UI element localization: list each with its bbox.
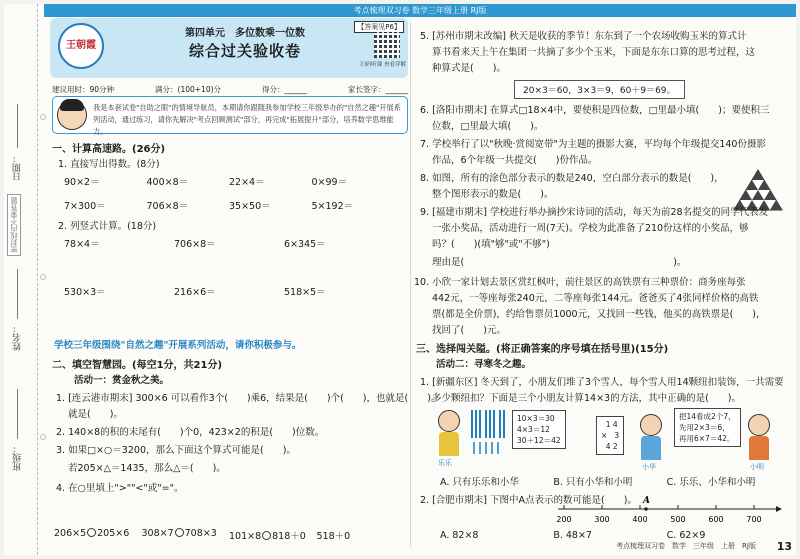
option-c[interactable]: C. 62×9 xyxy=(666,530,706,541)
kid-name-xiaohua: 小华 xyxy=(642,463,656,471)
mental-item[interactable]: 90×2＝ xyxy=(64,177,100,188)
compare-left: 308×7 xyxy=(141,528,174,539)
brand-logo: 王朝霞 xyxy=(58,23,104,69)
compare-circle[interactable] xyxy=(87,528,96,537)
compare-right: 818＋0 xyxy=(272,531,306,542)
compare-left: 518＋0 xyxy=(316,531,351,542)
compare-left: 206×5 xyxy=(54,528,87,539)
kid-xiaohua-head-icon xyxy=(640,414,662,436)
name-line xyxy=(17,269,18,319)
right-column xyxy=(414,18,792,548)
number-line-tick-label: 600 xyxy=(708,515,724,524)
kid-xiaoming-head-icon xyxy=(748,414,770,436)
class-line xyxy=(17,389,18,439)
fill-q8[interactable]: 8. 如图，所有的涂色部分表示的数是240，空白部分表示的数是( )， xyxy=(420,173,724,184)
fill-q10-cont: 442元，一等座每张240元，二等座每张144元。爸爸买了4张同样价格的高铁 xyxy=(432,293,759,304)
fill-q8-cont[interactable]: 整个图形表示的数是( )。 xyxy=(432,189,554,200)
fill-q5-cont: 算书看来天上午在集团一共摘了多少个玉米，下面是东东口算的思考过程，这 xyxy=(432,47,756,58)
section-1-title: 一、计算高速路。(26分) xyxy=(52,144,166,155)
number-line xyxy=(554,495,784,529)
vertical-calc-item[interactable]: 530×3＝ xyxy=(64,287,106,298)
compare-left: 101×8 xyxy=(229,531,262,542)
activity-2-title: 活动二：寻寒冬之趣。 xyxy=(436,359,532,370)
compare-right: 708×3 xyxy=(184,528,217,539)
activity-1-title: 活动一：赏金秋之美。 xyxy=(74,375,170,386)
binding-margin xyxy=(4,4,38,555)
option-c[interactable]: C. 乐乐、小华和小明 xyxy=(666,477,756,488)
fill-q6[interactable]: 6. [洛阳市期末] 在算式□18×4中，要使积是四位数，□里最小填( )；要使积三 xyxy=(420,105,770,116)
number-line-tick-label: 500 xyxy=(670,515,686,524)
number-line-arrow xyxy=(776,506,782,512)
fill-q10-cont[interactable]: 票(都是全价票)，约给售票员1000元，又找回一些钱，他买的高铁票是( )， xyxy=(432,309,766,320)
kid-name-xiaoming: 小明 xyxy=(750,463,764,471)
fill-q4: 4. 在○里填上">""<"或"="。 xyxy=(56,483,184,494)
fill-q10-cont[interactable]: 找回了( )元。 xyxy=(432,325,506,336)
parent-signature-field[interactable]: 家长签字：______ xyxy=(348,85,408,94)
qr-code-icon[interactable] xyxy=(374,32,400,58)
compare-item[interactable] xyxy=(142,528,230,542)
exam-info xyxy=(52,84,408,95)
mental-item[interactable]: 35×50＝ xyxy=(229,201,271,212)
series-banner: 考点梳理双习卷 数学三年级上册 RJ版 xyxy=(44,4,796,17)
compare-row xyxy=(54,528,404,542)
fill-q10: 10. 小欣一家计划去景区赏红枫叶，前往景区的高铁票有三种票价：商务座每张 xyxy=(414,277,746,288)
choice-q1-options xyxy=(440,474,780,488)
compare-circle[interactable] xyxy=(262,531,271,540)
number-line-tick-label: 700 xyxy=(746,515,762,524)
mental-math-grid xyxy=(64,174,394,212)
fill-q9-cont[interactable]: 吗？( )(填"够"或"不够") xyxy=(432,239,550,250)
answer-tag: 【答案见P6】 xyxy=(354,21,404,33)
counting-sticks-icon xyxy=(468,408,508,456)
kid-lele-body xyxy=(439,432,459,456)
vertical-calc-item[interactable]: 518×5＝ xyxy=(284,287,326,298)
mental-item[interactable]: 7×300＝ xyxy=(64,201,106,212)
vertical-calc-item[interactable]: 6×345＝ xyxy=(284,239,326,250)
tip-text: 我是本套试卷"自助之眼"的情境导航员，本期请你跟随我参加学校三年级举办的"自然之趣"开展系列活动，通过练习，请你先解决"考点回顾测试"部分，再完成"拓展提升"部分，培养数学思维能力。 xyxy=(93,103,401,136)
method-xiaohua-box: 1 4 × 3 4 2 xyxy=(596,416,624,455)
number-line-tick-label: 400 xyxy=(632,515,648,524)
name-label: 姓名： xyxy=(13,324,23,351)
fill-q7: 7. 学校举行了以"秋晚·赏阅宽带"为主题的摄影大赛，平均每个年级提交140份摄影 xyxy=(420,139,766,150)
exam-title: 综合过关验收卷 xyxy=(188,42,301,60)
full-score: 满分：(100+10)分 xyxy=(155,85,222,94)
fill-q9-cont: 一张小奖品，活动进行一周(7天)。学校为此准备了210份这样的小奖品，够 xyxy=(432,223,749,234)
fill-q5: 5. [苏州市期末改编] 秋天是收获的季节！东东到了一个农场收购玉米的算式计 xyxy=(420,31,747,42)
column-divider xyxy=(410,22,411,547)
compare-item[interactable] xyxy=(229,528,317,542)
compare-item[interactable] xyxy=(54,528,142,542)
fill-q5-cont[interactable]: 种算式是( )。 xyxy=(432,63,506,74)
fill-q9-reason[interactable]: 理由是( )。 xyxy=(432,257,687,268)
option-b[interactable]: B. 48×7 xyxy=(553,530,592,541)
compare-item[interactable] xyxy=(317,528,405,542)
unit-title: 第四单元 多位数乘一位数 xyxy=(185,28,305,39)
class-label: 班级： xyxy=(13,444,23,471)
seal-note: 密封线内不要答题 xyxy=(7,194,21,256)
number-line-ticks xyxy=(556,505,761,524)
point-a-label: A xyxy=(643,496,650,506)
guide-tip xyxy=(52,96,408,134)
worksheet-page xyxy=(4,4,796,555)
guide-avatar-icon xyxy=(57,100,87,130)
section-3-title: 三、选择闯关隘。(将正确答案的序号填在括号里)(15分) xyxy=(416,344,669,355)
mental-item[interactable]: 400×8＝ xyxy=(146,177,189,188)
activity-banner: 学校三年级围绕"自然之趣"开展系列活动，请你积极参与。 xyxy=(54,340,302,351)
kid-xiaoming-body xyxy=(749,436,769,460)
kid-lele-head-icon xyxy=(438,410,460,432)
mental-item[interactable]: 5×192＝ xyxy=(311,201,354,212)
option-a[interactable]: A. 只有乐乐和小华 xyxy=(440,477,519,488)
fill-q3-cont[interactable]: 若205×△＝1435，那么△＝( )。 xyxy=(68,463,226,474)
option-a[interactable]: A. 82×8 xyxy=(440,530,479,541)
formula-box: 20×3＝60，3×3＝9，60＋9＝69。 xyxy=(514,80,685,99)
q2-title: 2. 列竖式计算。(18分) xyxy=(58,221,157,232)
mental-item[interactable]: 0×99＝ xyxy=(311,177,348,188)
option-b[interactable]: B. 只有小华和小明 xyxy=(553,477,633,488)
fill-q3[interactable]: 3. 如果□×○＝3200，那么下面这个算式可能是( )。 xyxy=(56,445,296,456)
choice-q1: 1. [新疆东区] 冬天到了，小朋友们堆了3个雪人，每个雪人用14颗纽扣装饰，一共需要 xyxy=(420,377,784,388)
number-line-tick-label: 200 xyxy=(556,515,572,524)
choice-q2[interactable]: 2. [合肥市期末] 下图中A点表示的数可能是( )。 xyxy=(420,495,637,506)
mental-item[interactable]: 706×8＝ xyxy=(146,201,189,212)
point-a-marker xyxy=(644,507,648,511)
page-footer: 考点梳理双习卷 数学 三年级 上册 RJ版 xyxy=(616,542,756,550)
fill-q2[interactable]: 2. 140×8的积的末尾有( )个0，423×2的积是( )位数。 xyxy=(56,427,325,438)
section-2-title: 二、填空智慧园。(每空1分，共21分) xyxy=(52,360,223,371)
compare-circle[interactable] xyxy=(175,528,184,537)
page-number: 13 xyxy=(776,540,792,553)
vertical-calc-item[interactable]: 216×6＝ xyxy=(174,287,216,298)
shaded-triangle xyxy=(752,170,764,180)
fill-q6-cont[interactable]: 位数，□里最大填( )。 xyxy=(432,121,544,132)
mental-item[interactable]: 22×4＝ xyxy=(229,177,265,188)
time-limit: 建议用时：90分钟 xyxy=(52,85,115,94)
choice-q1-cont[interactable]: 多少颗纽扣？下面是三个小朋友计算14×3的方法，其中正确的是( )。 xyxy=(432,393,742,404)
exam-header xyxy=(50,18,408,78)
q1-title: 1. 直接写出得数。(8分) xyxy=(58,159,160,170)
vertical-calc-row-1 xyxy=(64,236,394,250)
qr-caption: 扫码听课 查看详解 xyxy=(360,62,406,68)
method-xiaoming-box: 把14看成2个7， 先用2×3＝6， 再用6×7＝42。 xyxy=(674,408,741,447)
date-label: 日期： xyxy=(13,154,23,181)
left-column xyxy=(44,18,441,548)
choice-q2-options xyxy=(440,530,780,541)
vertical-calc-row-2 xyxy=(64,284,394,298)
fill-q1-cont[interactable]: 就是( )。 xyxy=(68,409,123,420)
kid-xiaohua-body xyxy=(641,436,661,460)
score-field[interactable]: 得分：______ xyxy=(262,85,308,94)
kids-methods-illustration xyxy=(428,404,783,484)
fill-q9: 9. [福建市期末] 学校进行举办摘抄宋诗词的活动，每天为前28名提交的同学代表发 xyxy=(420,207,769,218)
method-lele-box: 10×3＝30 4×3＝12 30＋12＝42 xyxy=(512,410,566,449)
number-line-tick-label: 300 xyxy=(594,515,610,524)
date-line xyxy=(17,104,18,148)
fill-q1[interactable]: 1. [连云港市期末] 300×6 可以看作3个( )乘6，结果是( )个( )，也就是( )。 xyxy=(56,393,441,404)
compare-right: 205×6 xyxy=(97,528,130,539)
fill-q7-cont[interactable]: 作品，6个年级一共提交( )份作品。 xyxy=(432,155,598,166)
vertical-calc-item[interactable]: 706×8＝ xyxy=(174,239,216,250)
vertical-calc-item[interactable]: 78×4＝ xyxy=(64,239,100,250)
kid-name-lele: 乐乐 xyxy=(438,459,452,467)
